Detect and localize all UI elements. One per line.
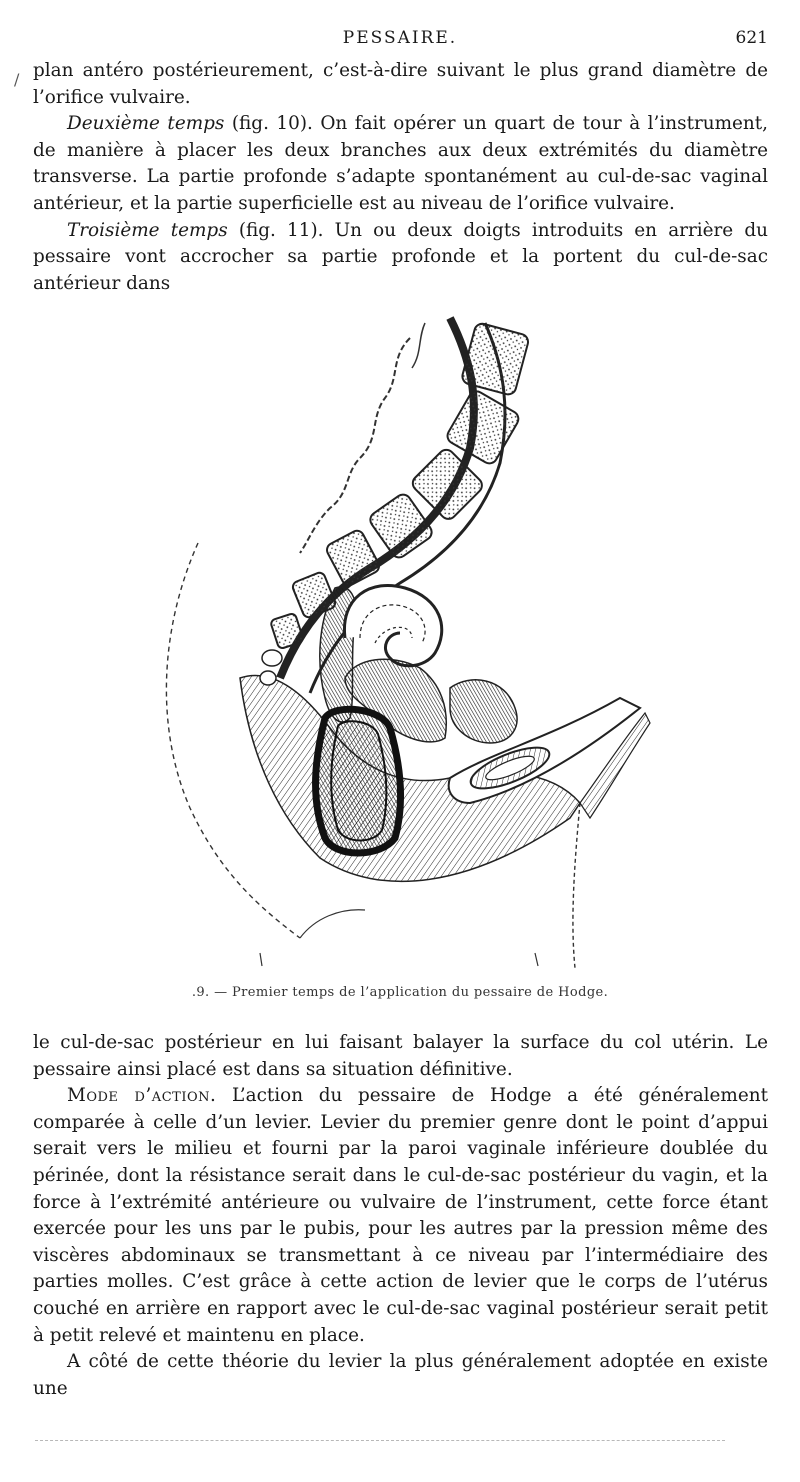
paragraph-body: (fig. 10). On fait opérer un quart de tour à l’instrument, de manière à placer les deux branches aux deux extrémités du diamètre transverse. La partie profonde s’adapte spontanément au cul-de-sac vaginal antérieur, et la partie superficielle est au niveau de l’orifice vulvaire.: [33, 113, 768, 214]
section-lead-smallcaps: Mode d’action.: [67, 1085, 217, 1107]
figure-caption: .9. — Premier temps de l’application du pessaire de Hodge.: [191, 985, 609, 1000]
paragraph-troisieme-temps: [33, 218, 768, 298]
uterus: [344, 585, 441, 665]
paragraph-continuation: plan antéro postérieurement, c’est-à-dire suivant le plus grand diamètre de l’orifice vulvaire.: [33, 60, 768, 108]
page-header: [30, 28, 770, 56]
paragraph-lead-italic: Deuxième temps: [67, 113, 225, 135]
paragraph-mode-action: [33, 1083, 768, 1349]
paragraph-deuxieme-temps: [33, 111, 768, 217]
paragraph-lead-italic: Troisième temps: [67, 219, 228, 241]
page-number: 621: [735, 28, 768, 48]
thigh-outline-left: [300, 910, 365, 938]
running-title: PESSAIRE.: [342, 28, 458, 48]
pelvic-section-illustration: [150, 298, 655, 978]
thigh-outline-right: [573, 803, 580, 968]
bottom-text-block: [33, 1030, 768, 1402]
paragraph-continuation: le cul-de-sac postérieur en lui faisant balayer la surface du col utérin. Le pessaire ainsi placé est dans sa situation définitive.: [33, 1032, 768, 1080]
margin-mark: /: [14, 70, 20, 89]
paragraph-body: L’action du pessaire de Hodge a été généralement comparée à celle d’un levier. Levier du premier genre dont le point d’appui serait vers le milieu et fourni par la paroi vaginale inférieure doublée du périnée, dont la résistance serait dans le cul-de-sac postérieur du vagin, et la force à l’extrémité antérieure ou vulvaire de l’instrument, cette force étant exercée pour les uns par le pubis, pour les autres par la pression même des viscères abdominaux se transmettant à ce niveau par l’intermédiaire des parties molles. C’est grâce à cette action de levier que le corps de l’utérus couché en arrière en rapport avec le cul-de-sac vaginal postérieur serait petit à petit relevé et maintenu en place.: [33, 1085, 768, 1346]
hodge-pessary: [316, 709, 401, 853]
top-text-block: [33, 58, 768, 297]
paragraph-theorie-levier: A côté de cette théorie du levier la plus généralement adoptée en existe une: [33, 1351, 768, 1399]
bladder: [450, 680, 517, 743]
paragraph-body: (fig. 11). Un ou deux doigts introduits en arrière du pessaire vont accrocher sa partie profonde et la portent du cul-de-sac antérieur dans: [33, 219, 768, 294]
anatomical-figure: [150, 298, 655, 978]
footer-faded-rule: [35, 1440, 725, 1441]
